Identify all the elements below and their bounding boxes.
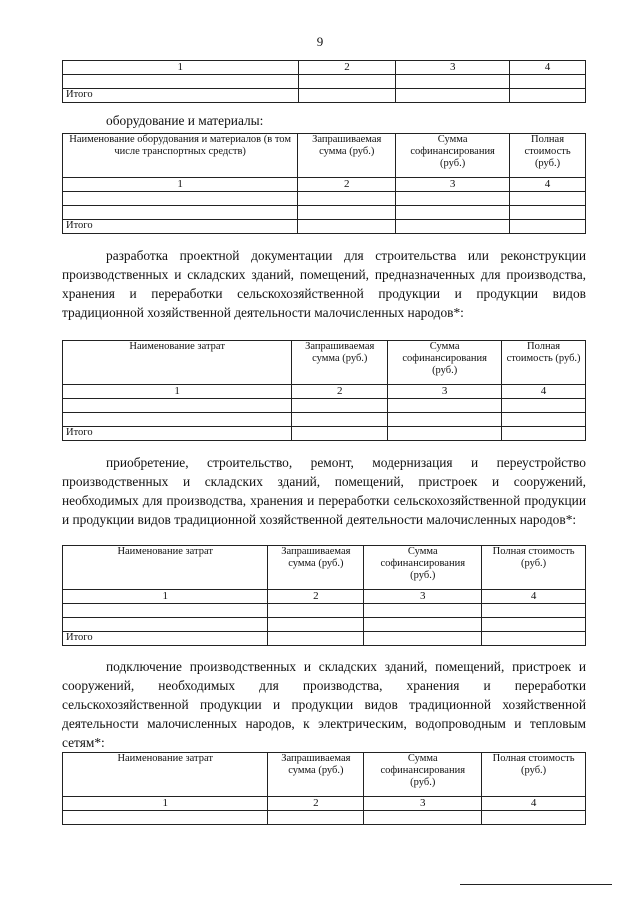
col-number: 4 (510, 61, 586, 75)
col-number: 4 (482, 590, 586, 604)
col-number: 1 (63, 797, 268, 811)
page-number: 9 (316, 34, 324, 49)
footnote-separator (460, 884, 612, 885)
header-requested: Запрашиваемая сумма (руб.) (292, 341, 388, 385)
col-number: 4 (510, 178, 586, 192)
col-number: 2 (268, 590, 364, 604)
col-number: 3 (388, 385, 502, 399)
header-requested: Запрашиваемая сумма (руб.) (268, 546, 364, 590)
header-name: Наименование оборудования и материалов (в том числе транспортных средств) (63, 134, 298, 178)
table-row (63, 412, 586, 426)
col-number: 2 (298, 61, 396, 75)
construction-costs-table (62, 545, 586, 646)
col-number: 4 (482, 797, 586, 811)
header-name: Наименование затрат (63, 341, 292, 385)
header-name: Наименование затрат (63, 753, 268, 797)
col-number: 3 (364, 590, 482, 604)
total-row (63, 631, 586, 645)
header-cofinancing: Сумма софинансирования (руб.) (364, 753, 482, 797)
col-number: 1 (63, 385, 292, 399)
header-name: Наименование затрат (63, 546, 268, 590)
total-label: Итого (63, 219, 298, 233)
header-full-cost: Полная стоимость (руб.) (482, 546, 586, 590)
table-continuation (62, 60, 586, 103)
col-number: 4 (502, 385, 586, 399)
header-full-cost: Полная стоимость (руб.) (510, 134, 586, 178)
header-full-cost: Полная стоимость (руб.) (482, 753, 586, 797)
col-number: 3 (396, 61, 510, 75)
total-row (63, 88, 586, 102)
section-text: приобретение, строительство, ремонт, модернизация и переустройство производственных и складских зданий, помещений, пристроек и сооружений, необходимых для производства, хранения и переработки сельскохозяйственной продукции и продукции видов традиционной хозяйственной деятельности малочисленных народов*: (62, 455, 586, 527)
header-requested: Запрашиваемая сумма (руб.) (298, 134, 396, 178)
equipment-table (62, 133, 586, 234)
col-number: 2 (292, 385, 388, 399)
header-full-cost: Полная стоимость (руб.) (502, 341, 586, 385)
col-number: 3 (364, 797, 482, 811)
section-heading: оборудование и материалы: (106, 113, 264, 128)
design-costs-table (62, 340, 586, 441)
section-text: разработка проектной документации для строительства или реконструкции производственных и складских зданий, помещений, предназначенных для производства, хранения и переработки сельскохозяйственной продукции и продукции видов традиционной хозяйственной деятельности малочисленных народов*: (62, 248, 586, 320)
total-label: Итого (63, 88, 299, 102)
col-number: 2 (268, 797, 364, 811)
table-row (63, 617, 586, 631)
table-row (63, 74, 586, 88)
header-cofinancing: Сумма софинансирования (руб.) (364, 546, 482, 590)
col-number: 1 (63, 590, 268, 604)
table-row (63, 810, 586, 824)
section-text: подключение производственных и складских зданий, помещений, пристроек и сооружений, необходимых для производства, хранения и переработки сельскохозяйственной продукции и продукции видов традиционной хозяйственной деятельности малочисленных народов, к электрическим, водопроводным и тепловым сетям*: (62, 659, 586, 750)
header-cofinancing: Сумма софинансирования (руб.) (388, 341, 502, 385)
total-row (63, 426, 586, 440)
total-row (63, 219, 586, 233)
table-row (63, 205, 586, 219)
header-requested: Запрашиваемая сумма (руб.) (268, 753, 364, 797)
total-label: Итого (63, 426, 292, 440)
col-number: 3 (396, 178, 510, 192)
table-row (63, 191, 586, 205)
header-cofinancing: Сумма софинансирования (руб.) (396, 134, 510, 178)
table-row (63, 603, 586, 617)
col-number: 2 (298, 178, 396, 192)
connection-costs-table (62, 752, 586, 825)
col-number: 1 (63, 61, 299, 75)
total-label: Итого (63, 631, 268, 645)
table-row (63, 398, 586, 412)
col-number: 1 (63, 178, 298, 192)
